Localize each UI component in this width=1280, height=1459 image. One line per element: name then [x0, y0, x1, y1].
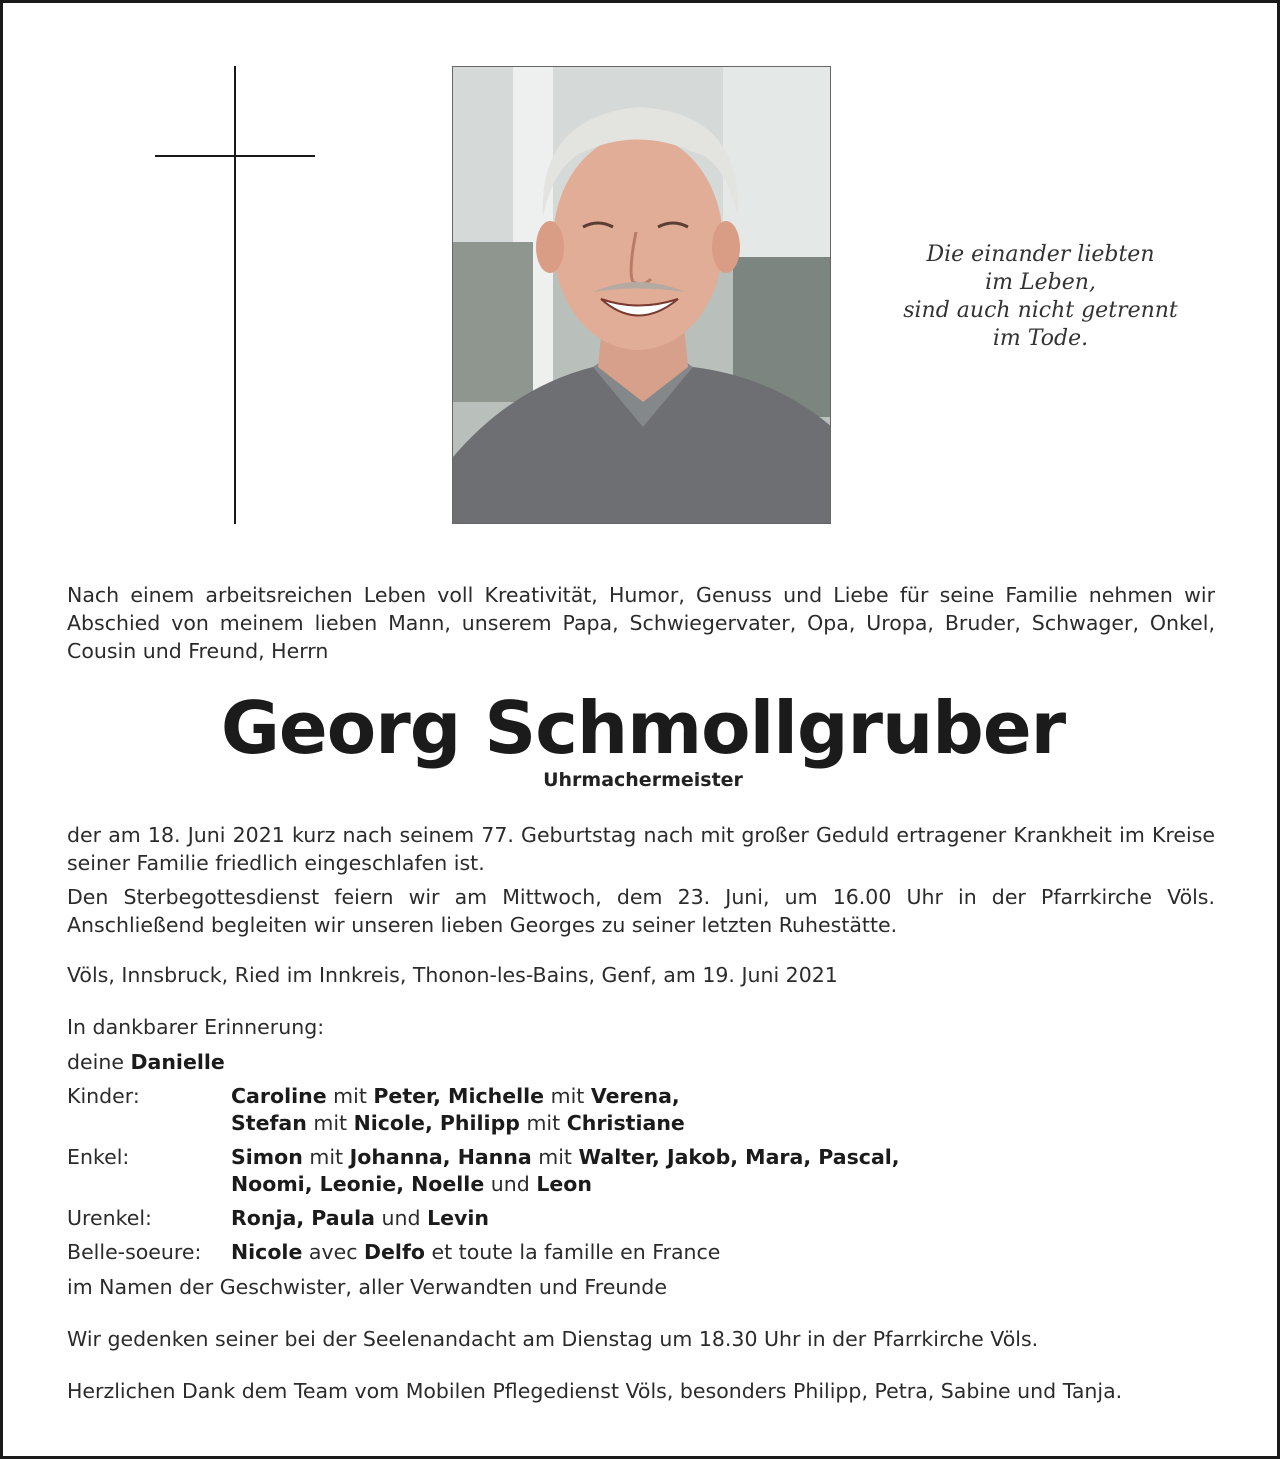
relative-name: Peter, Michelle — [373, 1084, 545, 1108]
relative-name: Nicole, Philipp — [353, 1111, 520, 1135]
relatives-label: Urenkel: — [67, 1206, 152, 1230]
memorial-quote — [883, 241, 1198, 353]
thanks-paragraph: Herzlichen Dank dem Team vom Mobilen Pflegedienst Völs, besonders Philipp, Petra, Sabine und Tanja. — [67, 1379, 1123, 1403]
deceased-name: Georg Schmollgruber — [220, 686, 1066, 770]
connector-word: und — [381, 1206, 421, 1230]
connector-word: mit — [333, 1084, 367, 1108]
relative-name: Levin — [427, 1206, 490, 1230]
relative-name: Delfo — [364, 1240, 425, 1264]
relative-name: Johanna, Hanna — [349, 1145, 532, 1169]
family-line: im Namen der Geschwister, aller Verwandten und Freunde — [67, 1275, 667, 1299]
connector-word: mit — [526, 1111, 561, 1135]
deceased-profession: Uhrmachermeister — [543, 769, 743, 791]
quote-line: im Leben, — [985, 270, 1096, 295]
cross-icon — [153, 66, 318, 524]
spouse-name: Danielle — [130, 1050, 225, 1074]
relatives-names — [231, 1144, 1211, 1198]
quote-line: sind auch nicht getrennt — [903, 298, 1178, 323]
intro-paragraph: Nach einem arbeitsreichen Leben voll Kreativität, Humor, Genuss und Liebe für seine Familie nehmen wir Abschied von meinem lieben Mann, unserem Papa, Schwiegervater, Opa, Uropa, Bruder, Schwager, Onkel, Cousin und Freund, Herrn — [67, 583, 1215, 663]
connector-word: mit — [538, 1145, 572, 1169]
memorial-service-paragraph: Wir gedenken seiner bei der Seelenandacht am Dienstag um 18.30 Uhr in der Pfarrkirche Völs. — [67, 1327, 1039, 1351]
connector-word: mit — [309, 1145, 344, 1169]
relative-name: Verena, — [590, 1084, 680, 1108]
connector-word: et toute la famille en France — [431, 1240, 721, 1264]
death-paragraph: der am 18. Juni 2021 kurz nach seinem 77. Geburtstag nach mit großer Geduld ertragener Krankheit im Kreise seiner Familie friedlich eingeschlafen ist. — [67, 823, 1215, 875]
spouse-prefix: deine — [67, 1050, 124, 1074]
quote-line: im Tode. — [992, 326, 1089, 351]
connector-word: mit — [313, 1111, 348, 1135]
relatives-names — [231, 1083, 1211, 1137]
relatives-label: Enkel: — [67, 1145, 130, 1169]
connector-word: und — [490, 1172, 530, 1196]
relative-name: Walter, Jakob, Mara, Pascal, — [578, 1145, 900, 1169]
connector-word: mit — [550, 1084, 585, 1108]
connector-word: avec — [308, 1240, 358, 1264]
place-date: Völs, Innsbruck, Ried im Innkreis, Thonon-les-Bains, Genf, am 19. Juni 2021 — [67, 963, 838, 987]
relatives-names — [231, 1205, 1211, 1232]
gratitude-heading: In dankbarer Erinnerung: — [67, 1015, 325, 1039]
relative-name: Simon — [231, 1145, 303, 1169]
relatives-label: Kinder: — [67, 1084, 140, 1108]
relatives-label: Belle-soeure: — [67, 1240, 202, 1264]
relative-name: Stefan — [231, 1111, 307, 1135]
portrait-photo — [452, 66, 831, 524]
relative-name: Ronja, Paula — [231, 1206, 376, 1230]
spouse-line — [67, 1048, 1215, 1076]
relative-name: Leon — [536, 1172, 592, 1196]
relative-name: Nicole — [231, 1240, 303, 1264]
service-paragraph: Den Sterbegottesdienst feiern wir am Mittwoch, dem 23. Juni, um 16.00 Uhr in der Pfarrkirche Völs. Anschließend begleiten wir unseren lieben Georges zu seiner letzten Ruhestätte. — [67, 885, 1215, 937]
quote-line: Die einander liebten — [926, 242, 1155, 267]
relative-name: Christiane — [566, 1111, 685, 1135]
relatives-names — [231, 1239, 1211, 1266]
relative-name: Caroline — [231, 1084, 327, 1108]
relative-name: Noomi, Leonie, Noelle — [231, 1172, 485, 1196]
